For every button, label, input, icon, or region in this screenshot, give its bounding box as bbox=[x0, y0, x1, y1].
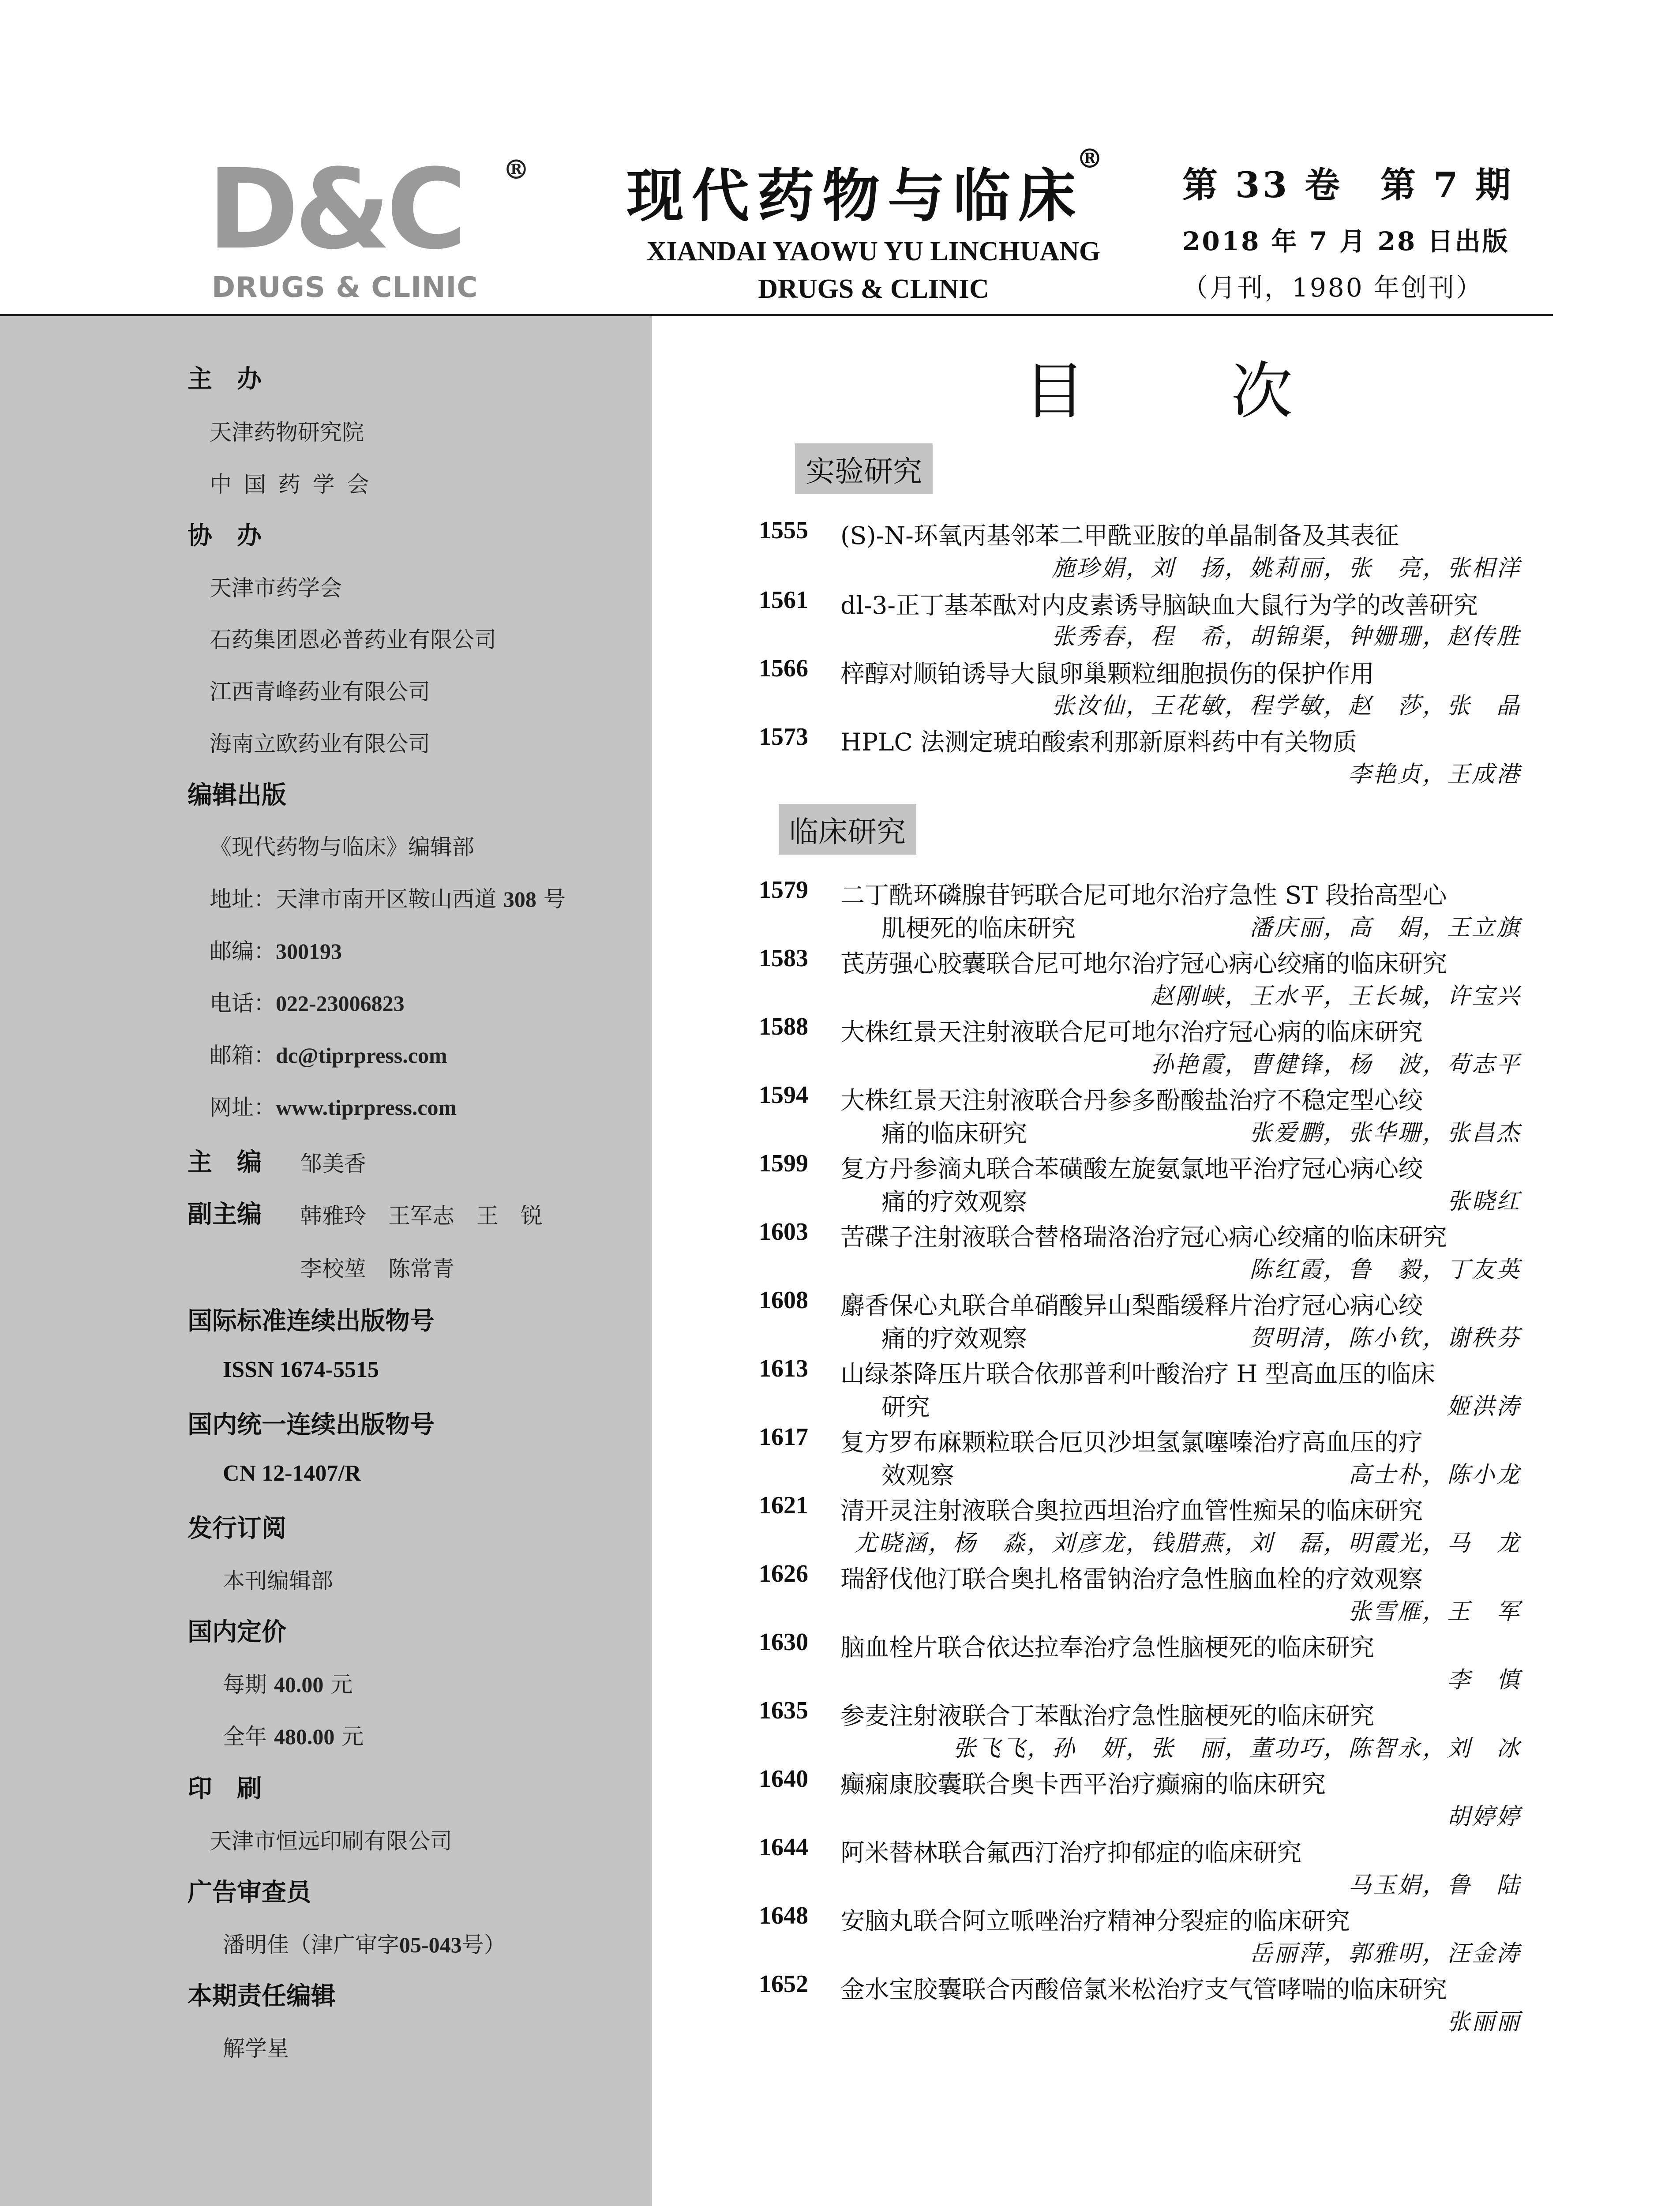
ad-license-number: 05-043 bbox=[399, 1932, 462, 1957]
toc-entry-page: 1555 bbox=[759, 517, 808, 544]
zip-line bbox=[210, 934, 342, 965]
toc-entry-authors: 赵刚峡，王水平，王长城，许宝兴 bbox=[1150, 983, 1521, 1009]
toc-entry-authors: 孙艳霞，曹健锋，杨 波，苟志平 bbox=[1150, 1051, 1521, 1078]
cn-number: CN 12-1407/R bbox=[223, 1461, 361, 1486]
toc-entry-authors: 张丽丽 bbox=[1447, 2009, 1521, 2035]
toc-entry-title[interactable]: 脑血栓片联合依达拉奉治疗急性脑梗死的临床研究 bbox=[840, 1633, 1375, 1662]
toc-entry-title-cont: 痛的疗效观察 bbox=[881, 1188, 1028, 1216]
ad-reviewer-name: 潘明佳（津广审字 bbox=[223, 1932, 399, 1958]
ad-license-suffix: 号） bbox=[461, 1932, 506, 1958]
printer-heading: 印 刷 bbox=[188, 1775, 262, 1803]
toc-entry-authors: 陈红霞，鲁 毅，丁友英 bbox=[1249, 1257, 1521, 1283]
toc-title: 目次 bbox=[1024, 356, 1439, 428]
toc-entry-page: 1608 bbox=[759, 1287, 808, 1314]
toc-entry-title[interactable]: 清开灵注射液联合奥拉西坦治疗血管性痴呆的临床研究 bbox=[840, 1497, 1423, 1525]
email-address[interactable]: dc@tiprpress.com bbox=[276, 1043, 447, 1068]
toc-entry-authors: 施珍娟，刘 扬，姚莉丽，张 亮，张相洋 bbox=[1051, 555, 1521, 582]
toc-entry-page: 1652 bbox=[759, 1970, 808, 1998]
logo-subtitle: DRUGS & CLINIC bbox=[212, 271, 478, 304]
toc-entry-authors: 高士朴，陈小龙 bbox=[1348, 1462, 1521, 1488]
price-per-year-value: 480.00 bbox=[274, 1724, 335, 1749]
toc-entry-page: 1561 bbox=[759, 586, 808, 614]
ad-reviewer-heading: 广告审查员 bbox=[188, 1878, 311, 1907]
co-sponsor-item: 石药集团恩必普药业有限公司 bbox=[210, 627, 496, 653]
toc-entry-page: 1594 bbox=[759, 1081, 808, 1109]
ad-reviewer-line bbox=[223, 1927, 506, 1959]
toc-entry-page: 1566 bbox=[759, 655, 808, 682]
toc-entry-title-cont: 研究 bbox=[881, 1393, 930, 1421]
toc-entry-title[interactable]: 麝香保心丸联合单硝酸异山梨酯缓释片治疗冠心病心绞 bbox=[840, 1291, 1423, 1320]
toc-entry-authors: 李艳贞，王成港 bbox=[1348, 761, 1521, 788]
toc-entry-page: 1613 bbox=[759, 1355, 808, 1382]
toc-entry-title-cont: 痛的疗效观察 bbox=[881, 1324, 1028, 1353]
toc-entry-page: 1583 bbox=[759, 945, 808, 972]
phone-line bbox=[210, 986, 405, 1017]
toc-entry-authors: 张汝仙，王花敏，程学敏，赵 莎，张 晶 bbox=[1051, 693, 1521, 719]
co-sponsor-heading: 协 办 bbox=[188, 521, 262, 550]
address-suffix: 号 bbox=[543, 886, 566, 912]
toc-entry-authors: 姬洪涛 bbox=[1447, 1393, 1521, 1420]
toc-entry-title[interactable]: 复方罗布麻颗粒联合厄贝沙坦氢氯噻嗪治疗高血压的疗 bbox=[840, 1428, 1423, 1456]
email-label: 邮箱： bbox=[210, 1043, 276, 1068]
toc-entry-page: 1648 bbox=[759, 1902, 808, 1929]
deputy-editor-names: 李校堃 陈常青 bbox=[300, 1256, 454, 1282]
printer-name: 天津市恒远印刷有限公司 bbox=[210, 1828, 452, 1854]
price-per-issue-label: 每期 bbox=[223, 1672, 267, 1697]
toc-entry-authors: 岳丽萍，郭雅明，汪金涛 bbox=[1249, 1940, 1521, 1967]
toc-entry-title-cont: 效观察 bbox=[881, 1461, 955, 1489]
toc-entry-title[interactable]: 苦碟子注射液联合替格瑞洛治疗冠心病心绞痛的临床研究 bbox=[840, 1223, 1448, 1251]
toc-entry-authors: 张雪雁，王 军 bbox=[1348, 1598, 1521, 1625]
toc-entry-title[interactable]: 癫痫康胶囊联合奥卡西平治疗癫痫的临床研究 bbox=[840, 1770, 1326, 1798]
deputy-editor-names: 韩雅玲 王军志 王 锐 bbox=[300, 1203, 543, 1229]
sponsor-item: 中 国 药 学 会 bbox=[210, 472, 372, 497]
toc-entry-title[interactable]: 大株红景天注射液联合尼可地尔治疗冠心病的临床研究 bbox=[840, 1018, 1423, 1046]
address-label: 地址：天津市南开区鞍山西道 bbox=[210, 886, 496, 912]
toc-entry-authors: 张飞飞，孙 妍，张 丽，董功巧，陈智永，刘 冰 bbox=[952, 1735, 1521, 1762]
toc-entry-title[interactable]: 大株红景天注射液联合丹参多酚酸盐治疗不稳定型心绞 bbox=[840, 1086, 1423, 1114]
toc-entry-page: 1635 bbox=[759, 1697, 808, 1724]
price-per-year bbox=[223, 1719, 364, 1751]
price-heading: 国内定价 bbox=[188, 1618, 286, 1647]
toc-entry-page: 1588 bbox=[759, 1013, 808, 1040]
sponsor-item: 天津药物研究院 bbox=[210, 420, 364, 445]
subscription-heading: 发行订阅 bbox=[188, 1514, 286, 1543]
toc-entry-authors: 张秀春，程 希，胡锦渠，钟姗珊，赵传胜 bbox=[1051, 623, 1521, 650]
toc-entry-title[interactable]: 二丁酰环磷腺苷钙联合尼可地尔治疗急性 ST 段抬高型心 bbox=[840, 881, 1447, 909]
volume-issue: 第 33 卷 第 7 期 bbox=[1182, 164, 1514, 206]
toc-entry-page: 1617 bbox=[759, 1423, 808, 1451]
journal-title-en: DRUGS & CLINIC bbox=[758, 274, 989, 304]
issue-editor-heading: 本期责任编辑 bbox=[188, 1982, 336, 2011]
issue-editor-name: 解学星 bbox=[223, 2036, 289, 2061]
journal-title-pinyin: XIANDAI YAOWU YU LINCHUANG bbox=[646, 236, 1101, 266]
logo-letters: D&C bbox=[207, 145, 463, 274]
toc-entry-title[interactable]: 瑞舒伐他汀联合奥扎格雷钠治疗急性脑血栓的疗效观察 bbox=[840, 1565, 1423, 1593]
toc-entry-authors: 尤晓涵，杨 淼，刘彦龙，钱腊燕，刘 磊，明霞光，马 龙 bbox=[854, 1530, 1521, 1557]
toc-entry-title[interactable]: 芪苈强心胶囊联合尼可地尔治疗冠心病心绞痛的临床研究 bbox=[840, 949, 1448, 978]
sponsor-heading: 主 办 bbox=[188, 365, 262, 394]
website-line bbox=[210, 1090, 457, 1122]
section-label-experimental: 实验研究 bbox=[795, 443, 933, 494]
title-registered-mark: ® bbox=[1076, 143, 1103, 174]
chief-editor-heading: 主 编 bbox=[188, 1148, 262, 1177]
toc-entry-page: 1644 bbox=[759, 1834, 808, 1861]
issn-number: ISSN 1674-5515 bbox=[223, 1357, 379, 1382]
toc-entry-page: 1579 bbox=[759, 876, 808, 904]
section-label-clinical: 临床研究 bbox=[779, 804, 916, 855]
toc-entry-authors: 胡婷婷 bbox=[1447, 1804, 1521, 1830]
toc-entry-title[interactable]: dl-3-正丁基苯酞对内皮素诱导脑缺血大鼠行为学的改善研究 bbox=[840, 591, 1478, 619]
co-sponsor-item: 天津市药学会 bbox=[210, 575, 342, 601]
website-label: 网址： bbox=[210, 1095, 276, 1120]
toc-entry-page: 1626 bbox=[759, 1560, 808, 1587]
deputy-editor-heading: 副主编 bbox=[188, 1200, 262, 1229]
chief-editor-name: 邹美香 bbox=[300, 1151, 366, 1177]
toc-entry-page: 1640 bbox=[759, 1765, 808, 1793]
toc-entry-title[interactable]: 金水宝胶囊联合丙酸倍氯米松治疗支气管哮喘的临床研究 bbox=[840, 1975, 1448, 2003]
toc-entry-authors: 李 慎 bbox=[1447, 1667, 1521, 1693]
toc-entry-page: 1603 bbox=[759, 1218, 808, 1246]
price-per-issue bbox=[223, 1667, 352, 1699]
toc-entry-title[interactable]: 安脑丸联合阿立哌唑治疗精神分裂症的临床研究 bbox=[840, 1907, 1350, 1935]
toc-entry-authors: 张爱鹏，张华珊，张昌杰 bbox=[1249, 1120, 1521, 1146]
email-line bbox=[210, 1038, 447, 1069]
toc-entry-title-cont: 肌梗死的临床研究 bbox=[881, 914, 1076, 942]
toc-entry-title-cont: 痛的临床研究 bbox=[881, 1119, 1028, 1148]
toc-entry-authors: 张晓红 bbox=[1447, 1188, 1521, 1215]
editorial-office: 《现代药物与临床》编辑部 bbox=[210, 834, 474, 860]
journal-logo bbox=[207, 145, 543, 313]
price-per-year-label: 全年 bbox=[223, 1724, 267, 1749]
toc-entry-page: 1630 bbox=[759, 1628, 808, 1656]
toc-entry-authors: 贺明清，陈小钦，谢秩芬 bbox=[1249, 1325, 1521, 1351]
toc-entry-title[interactable]: 参麦注射液联合丁苯酞治疗急性脑梗死的临床研究 bbox=[840, 1702, 1375, 1730]
editor-publisher-heading: 编辑出版 bbox=[188, 781, 286, 810]
phone-number: 022-23006823 bbox=[276, 991, 405, 1016]
toc-entry-page: 1621 bbox=[759, 1492, 808, 1519]
phone-label: 电话： bbox=[210, 990, 276, 1016]
cn-heading: 国内统一连续出版物号 bbox=[188, 1411, 435, 1439]
price-per-issue-unit: 元 bbox=[330, 1672, 353, 1697]
address-line bbox=[210, 882, 566, 913]
toc-entry-page: 1573 bbox=[759, 723, 808, 750]
toc-entry-title[interactable]: 复方丹参滴丸联合苯磺酸左旋氨氯地平治疗冠心病心绞 bbox=[840, 1155, 1423, 1183]
zip-label: 邮编： bbox=[210, 938, 276, 964]
toc-entry-page: 1599 bbox=[759, 1150, 808, 1177]
website-url[interactable]: www.tiprpress.com bbox=[276, 1095, 457, 1120]
publish-frequency: （月刊，1980 年创刊） bbox=[1182, 273, 1484, 303]
co-sponsor-item: 海南立欧药业有限公司 bbox=[210, 731, 430, 757]
publish-date: 2018 年 7 月 28 日出版 bbox=[1182, 226, 1510, 256]
co-sponsor-item: 江西青峰药业有限公司 bbox=[210, 679, 430, 705]
toc-entry-title[interactable]: 山绿茶降压片联合依那普利叶酸治疗 H 型高血压的临床 bbox=[840, 1360, 1435, 1388]
toc-entry-title[interactable]: 阿米替林联合氟西汀治疗抑郁症的临床研究 bbox=[840, 1838, 1302, 1867]
logo-registered-mark: ® bbox=[503, 154, 529, 185]
subscription-item: 本刊编辑部 bbox=[223, 1568, 333, 1594]
issn-heading: 国际标准连续出版物号 bbox=[188, 1307, 435, 1336]
price-per-issue-value: 40.00 bbox=[274, 1672, 324, 1697]
toc-entry-title[interactable]: (S)-N-环氧丙基邻苯二甲酰亚胺的单晶制备及其表征 bbox=[840, 521, 1399, 550]
toc-entry-title[interactable]: HPLC 法测定琥珀酸索利那新原料药中有关物质 bbox=[840, 728, 1358, 756]
toc-entry-title[interactable]: 梓醇对顺铂诱导大鼠卵巢颗粒细胞损伤的保护作用 bbox=[840, 660, 1375, 688]
journal-title-cn: 现代药物与临床 bbox=[626, 162, 1084, 229]
toc-entry-authors: 潘庆丽，高 娟，王立旗 bbox=[1249, 915, 1521, 941]
zip-code: 300193 bbox=[276, 939, 342, 964]
price-per-year-unit: 元 bbox=[341, 1724, 364, 1749]
address-number: 308 bbox=[503, 887, 536, 912]
toc-entry-authors: 马玉娟，鲁 陆 bbox=[1348, 1872, 1521, 1898]
